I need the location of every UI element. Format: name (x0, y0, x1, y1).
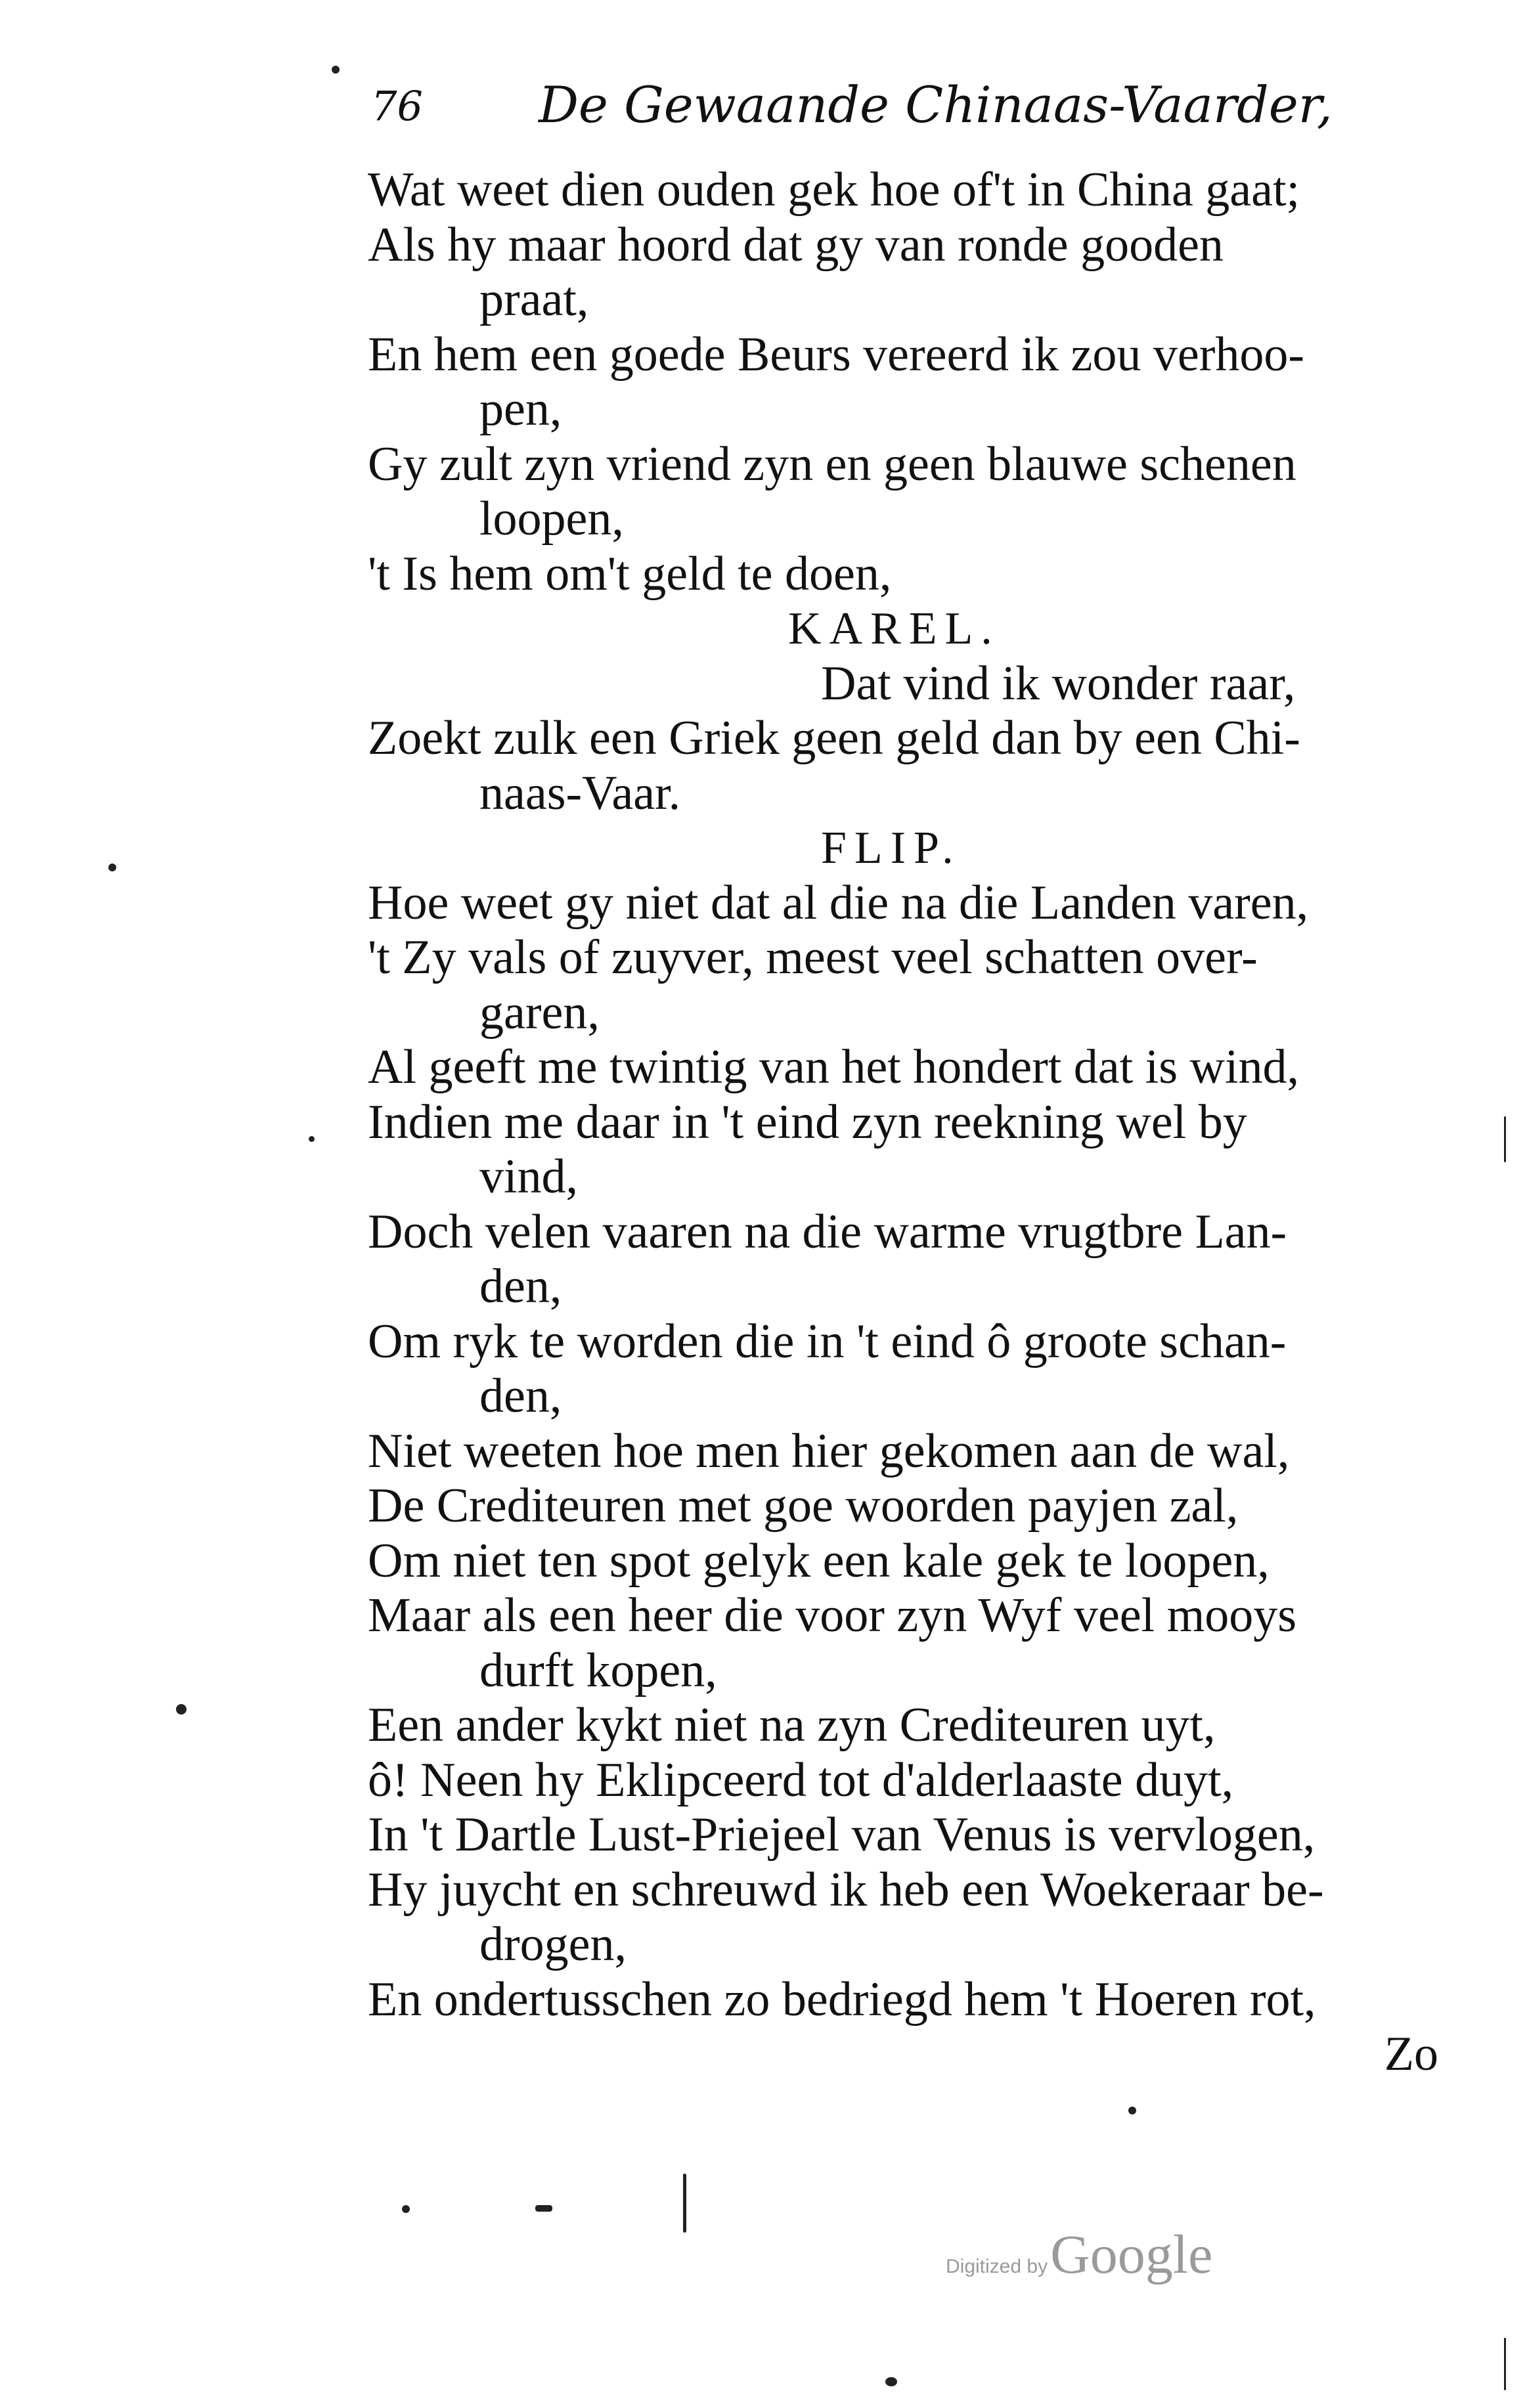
catchword: Zo (1384, 2027, 1438, 2081)
verse-line: Om ryk te worden die in 't eind ô groote schan- (368, 1314, 1287, 1368)
running-header (371, 69, 1333, 154)
scan-speck (309, 1136, 315, 1142)
page-number: 76 (371, 82, 423, 130)
verse-line-continuation: naas-Vaar. (479, 766, 681, 820)
verse-line: Zoekt zulk een Griek geen geld dan by een Chi- (368, 711, 1300, 765)
verse-line: ô! Neen hy Eklipceerd tot d'alderlaaste duyt, (368, 1753, 1234, 1807)
verse-line: Dat vind ik wonder raar, (821, 656, 1296, 711)
scan-speck (535, 2205, 552, 2212)
verse-line-continuation: garen, (479, 985, 600, 1040)
scan-speck (885, 2377, 897, 2386)
verse-line: Een ander kykt niet na zyn Crediteuren uyt, (368, 1698, 1216, 1752)
verse-line: Wat weet dien ouden gek hoe of't in China gaat; (368, 163, 1300, 217)
verse-line: Indien me daar in 't eind zyn reekning wel by (368, 1095, 1247, 1149)
running-title: De Gewaande Chinaas-Vaarder, (539, 76, 1333, 134)
scan-speck (332, 66, 340, 74)
google-wordmark: Google (1050, 2224, 1213, 2285)
verse-line-continuation: vind, (479, 1150, 579, 1204)
scan-speck (1128, 2107, 1136, 2114)
verse-line: En hem een goede Beurs vereerd ik zou verhoo- (368, 327, 1304, 382)
verse-line: Gy zult zyn vriend zyn en geen blauwe schenen (368, 437, 1296, 491)
verse-line: Doch velen vaaren na die warme vrugtbre Lan- (368, 1204, 1287, 1259)
verse-line: 't Zy vals of zuyver, meest veel schatten over- (368, 930, 1258, 984)
scan-speck (108, 864, 116, 871)
verse-line: Om niet ten spot gelyk een kale gek te loopen, (368, 1533, 1270, 1588)
speaker-name: KAREL. (788, 603, 1000, 654)
scan-speck (683, 2174, 686, 2233)
verse-line-continuation: durft kopen, (479, 1643, 717, 1697)
verse-line-continuation: praat, (479, 273, 589, 326)
verse-line-continuation: pen, (479, 382, 562, 436)
digitization-watermark (946, 2223, 1212, 2287)
verse-line: Als hy maar hoord dat gy van ronde gooden (368, 217, 1224, 272)
verse-line-continuation: den, (479, 1369, 562, 1423)
verse-line: Maar als een heer die voor zyn Wyf veel mooys (368, 1588, 1297, 1642)
speaker-name: FLIP. (821, 823, 962, 873)
verse-line: Niet weeten hoe men hier gekomen aan de wal, (368, 1424, 1290, 1478)
scan-speck (1504, 2338, 1506, 2390)
verse-line: In 't Dartle Lust-Priejeel van Venus is vervlogen, (368, 1808, 1316, 1862)
verse-text (368, 163, 1445, 2082)
scan-speck (176, 1704, 187, 1715)
digitized-by-label: Digitized by (946, 2256, 1048, 2277)
verse-line: Hoe weet gy niet dat al die na die Landen varen, (368, 875, 1309, 930)
verse-line: De Crediteuren met goe woorden payjen zal, (368, 1479, 1239, 1533)
verse-line-continuation: drogen, (479, 1917, 627, 1971)
verse-line: Hy juycht en schreuwd ik heb een Woekeraar be- (368, 1862, 1324, 1917)
verse-line: 't Is hem om't geld te doen, (368, 546, 892, 601)
scan-speck (402, 2205, 410, 2213)
verse-line-continuation: loopen, (479, 492, 624, 546)
verse-line: En ondertusschen zo bedriegd hem 't Hoeren rot, (368, 1972, 1316, 2026)
scan-speck (1504, 1116, 1506, 1162)
verse-line-continuation: den, (479, 1259, 562, 1313)
verse-line: Al geeft me twintig van het hondert dat is wind, (368, 1040, 1300, 1094)
